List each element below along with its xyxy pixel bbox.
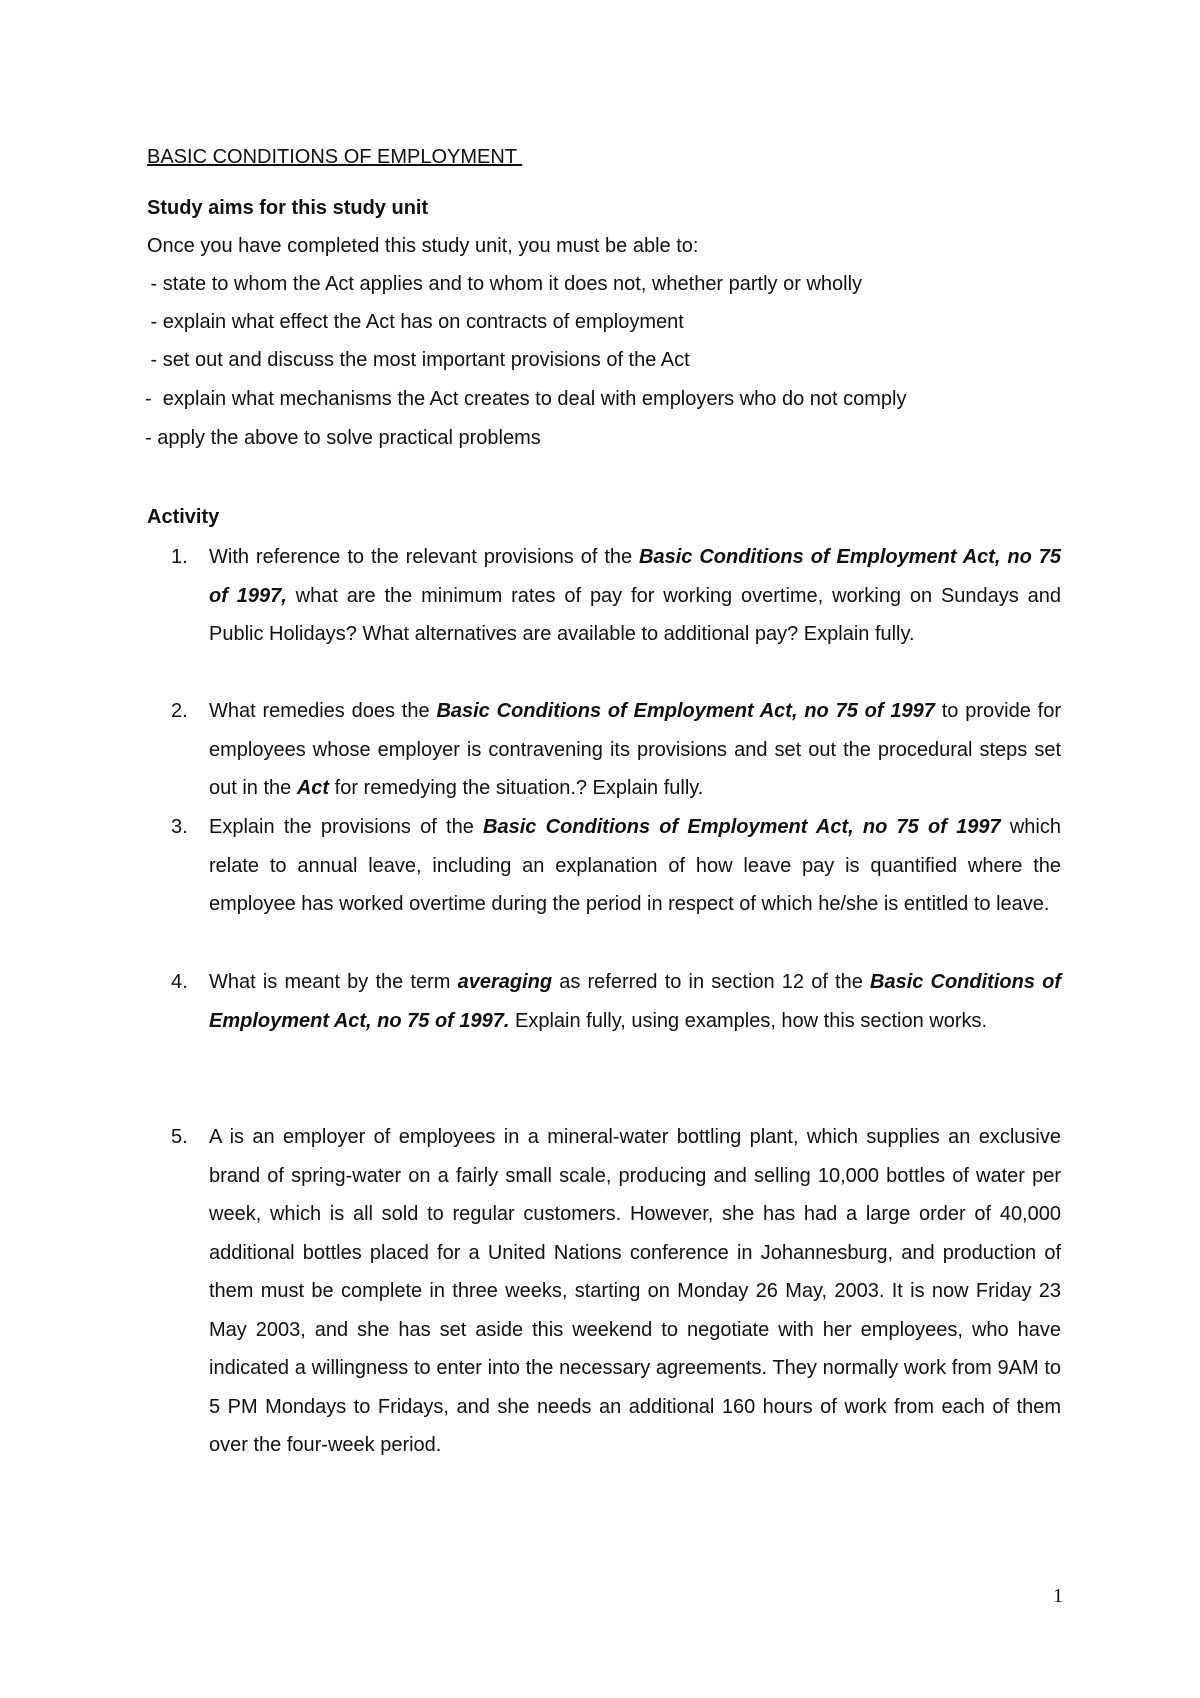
activity-question-5 [171,1118,1061,1465]
act-reference: Act [296,777,330,799]
study-aims-heading: Study aims for this study unit [147,197,429,219]
question-number: 4. [171,971,188,993]
question-text-part: as referred to in section 12 of the [552,971,870,993]
study-aim-item: - apply the above to solve practical problems [145,427,541,449]
activity-question-1 [171,538,1061,654]
act-reference: Basic Conditions of Employment Act, no 75 of 1997 [483,816,1001,838]
question-text [209,692,1061,808]
act-reference: Basic Conditions of Employment Act, no 75 of 1997. [209,971,1061,1032]
question-text-part: What remedies does the [209,700,437,722]
question-text: A is an employer of employees in a mineral-water bottling plant, which supplies an exclusive brand of spring-water on a fairly small scale, producing and selling 10,000 bottles of water per week, which is all sold to regular customers. However, she has had a large order of 40,000 additional bottles placed for a United Nations conference in Johannesburg, and production of them must be complete in three weeks, starting on Monday 26 May, 2003. It is now Friday 23 May 2003, and she has set aside this weekend to negotiate with her employees, who have indicated a willingness to enter into the necessary agreements. They normally work from 9AM to 5 PM Mondays to Fridays, and she needs an additional 160 hours of work from each of them over the four-week period. [209,1126,1061,1456]
question-text-part: which relate to annual leave, including an explanation of how leave pay is quantified where the employee has worked overtime during the period in respect of which he/she is entitled to leave. [209,816,1061,915]
question-text-part: what are the minimum rates of pay for working overtime, working on Sundays and Public Holidays? What alternatives are available to additional pay? Explain fully. [209,584,1061,645]
question-text-part: to provide for employees whose employer is contravening its provisions and set out the procedural steps set out in the [209,700,1061,799]
question-text-part: Explain the provisions of the [209,816,484,838]
activity-heading: Activity [147,506,220,528]
act-reference: Basic Conditions of Employment Act, no 75 of 1997, [209,546,1061,607]
question-text [209,808,1061,924]
activity-question-4 [171,963,1061,1040]
question-number: 5. [171,1126,188,1148]
question-number: 3. [171,816,188,838]
study-aim-item: - explain what mechanisms the Act creates to deal with employers who do not comply [145,388,907,410]
study-aim-item: - state to whom the Act applies and to whom it does not, whether partly or wholly [145,273,863,295]
study-aim-item: - explain what effect the Act has on contracts of employment [145,311,684,333]
question-text-part: With reference to the relevant provisions of the [209,546,640,568]
activity-question-2 [171,692,1061,808]
question-text-part: for remedying the situation.? Explain fully. [329,777,704,799]
study-aims-intro: Once you have completed this study unit, you must be able to: [147,235,699,257]
question-text-part: What is meant by the term [209,971,458,993]
question-number: 2. [171,700,188,722]
act-reference: Basic Conditions of Employment Act, no 75 of 1997 [436,700,935,722]
page-number: 1 [1053,1585,1063,1607]
question-text-part: Explain fully, using examples, how this section works. [509,1009,988,1032]
question-text [209,963,1061,1040]
activity-question-3 [171,808,1061,924]
study-aim-item: - set out and discuss the most important provisions of the Act [145,349,690,371]
term-averaging: averaging [457,971,553,993]
question-text [209,538,1061,654]
question-number: 1. [171,546,188,568]
document-title: BASIC CONDITIONS OF EMPLOYMENT [147,146,523,168]
